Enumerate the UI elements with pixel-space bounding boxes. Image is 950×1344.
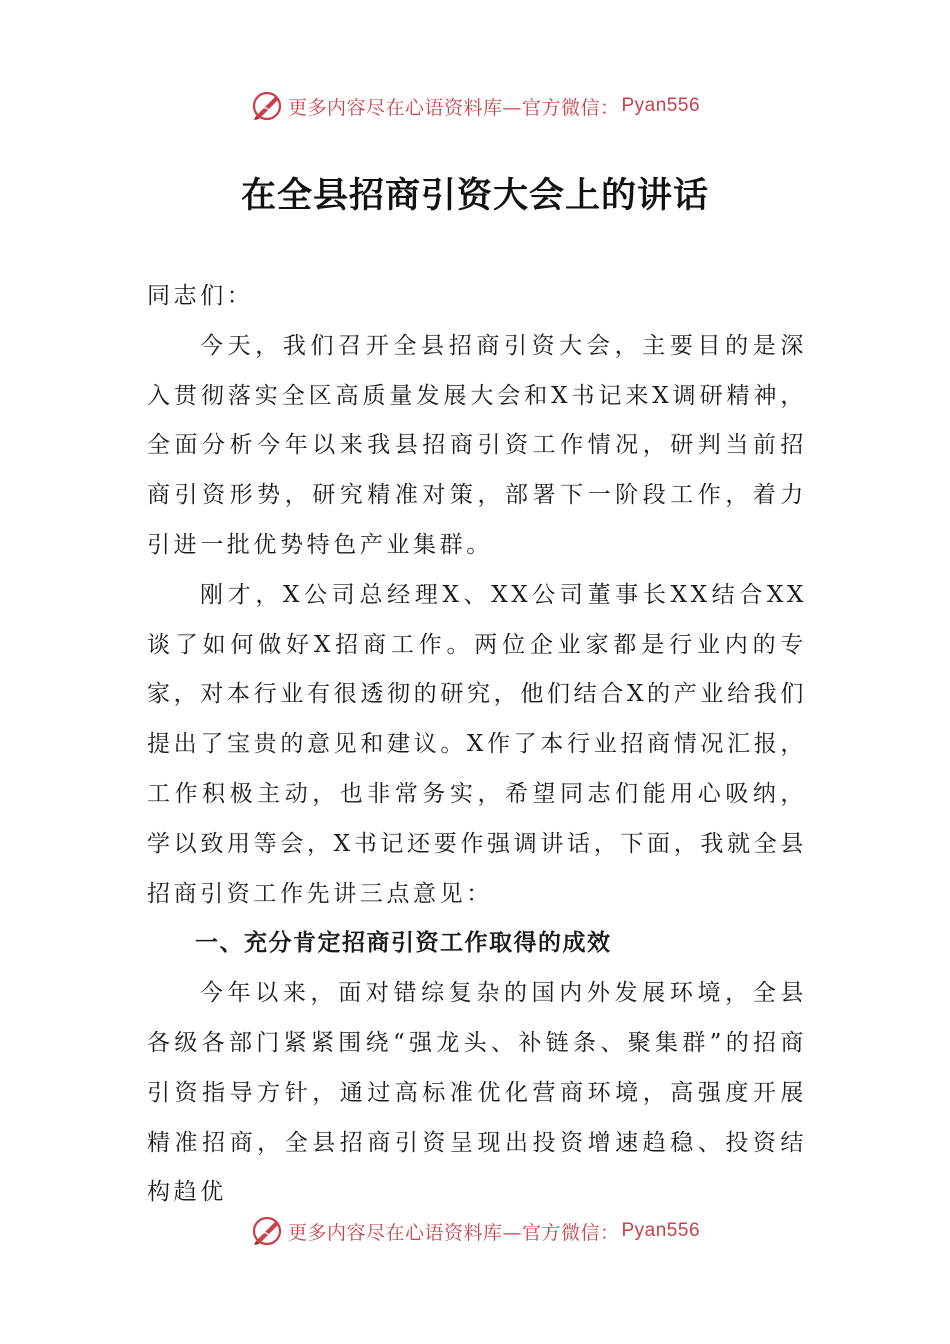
watermark-banner-bottom — [0, 1211, 950, 1251]
salutation: 同志们： — [147, 283, 254, 309]
pen-seal-icon — [250, 1214, 284, 1248]
watermark-text: 更多内容尽在心语资料库—官方微信： — [287, 1221, 620, 1244]
paragraph-2: 刚才，X公司总经理X、XX公司董事长XX结合XX谈了如何做好X招商工作。两位企业家都是行业内的专家，对本行业有很透彻的研究，他们结合X的产业给我们提出了宝贵的意见和建议。X作了本行业招商情况汇报，工作积极主动，也非常务实，希望同志们能用心吸纳，学以致用等会，X书记还要作强调讲话，下面，我就全县招商引资工作先讲三点意见： — [147, 581, 807, 907]
watermark-wechat-id: Pyan556 — [621, 95, 701, 116]
pen-seal-icon — [250, 89, 284, 123]
section-heading: 一、充分肯定招商引资工作取得的成效 — [195, 930, 612, 957]
watermark-wechat-id: Pyan556 — [621, 1220, 701, 1241]
paragraph-1: 今天，我们召开全县招商引资大会，主要目的是深入贯彻落实全区高质量发展大会和X书记来X调研精神，全面分析今年以来我县招商引资工作情况，研判当前招商引资形势，研究精准对策，部署下一阶段工作，着力引进一批优势特色产业集群。 — [147, 332, 807, 558]
watermark-banner-top — [0, 86, 950, 126]
document-title: 在全县招商引资大会上的讲话 — [240, 175, 709, 216]
section-paragraph: 今年以来，面对错综复杂的国内外发展环境，全县各级各部门紧紧围绕“强龙头、补链条、聚集群”的招商引资指导方针，通过高标准优化营商环境，高强度开展精准招商，全县招商引资呈现出投资增速趋稳、投资结构趋优 — [147, 980, 807, 1206]
watermark-text: 更多内容尽在心语资料库—官方微信： — [287, 96, 620, 119]
document-body — [147, 272, 807, 1218]
